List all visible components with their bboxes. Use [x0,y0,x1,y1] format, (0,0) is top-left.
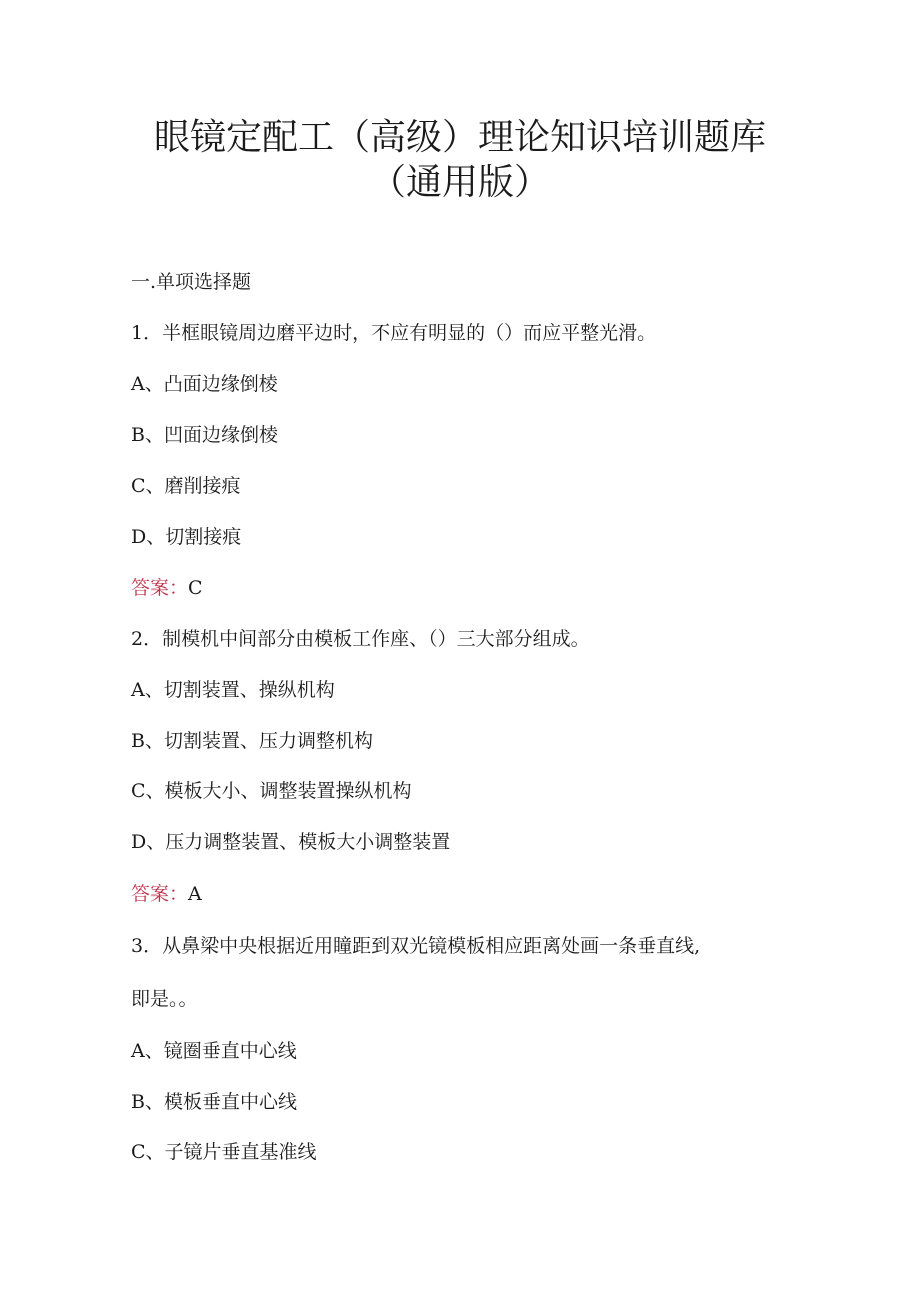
question-1-option-d: D、切割接痕 [131,526,242,548]
answer-value: C [188,577,203,599]
question-3-option-b: B、模板垂直中心线 [131,1091,297,1113]
question-3-stem-line-1: 3．从鼻梁中央根据近用瞳距到双光镜模板相应距离处画一条垂直线, [131,935,701,957]
section-heading: 一.单项选择题 [131,271,252,293]
question-1-option-b: B、凹面边缘倒棱 [131,424,278,446]
question-1-option-a: A、凸面边缘倒棱 [131,373,278,395]
question-3-option-c: C、子镜片垂直基准线 [131,1141,317,1163]
document-title-line-1: 眼镜定配工（高级）理论知识培训题库 [153,117,766,158]
question-2-option-b: B、切割装置、压力调整机构 [131,730,373,752]
question-3-stem-line-2: 即是。。 [131,988,198,1010]
question-2-option-d: D、压力调整装置、模板大小调整装置 [131,831,451,853]
question-1-answer [131,576,203,600]
answer-label: 答案： [131,577,189,599]
question-2-option-c: C、模板大小、调整装置操纵机构 [131,780,412,802]
question-1-stem: 1．半框眼镜周边磨平边时，不应有明显的（）而应平整光滑。 [131,322,657,344]
question-1-option-c: C、磨削接痕 [131,475,241,497]
question-2-option-a: A、切割装置、操纵机构 [131,679,335,701]
question-3-option-a: A、镜圈垂直中心线 [131,1040,297,1062]
answer-value: A [188,883,202,905]
question-2-stem: 2．制模机中间部分由模板工作座、（）三大部分组成。 [131,628,590,650]
answer-label: 答案： [131,883,189,905]
document-title-line-2: （通用版） [369,162,550,203]
question-2-answer [131,882,202,906]
